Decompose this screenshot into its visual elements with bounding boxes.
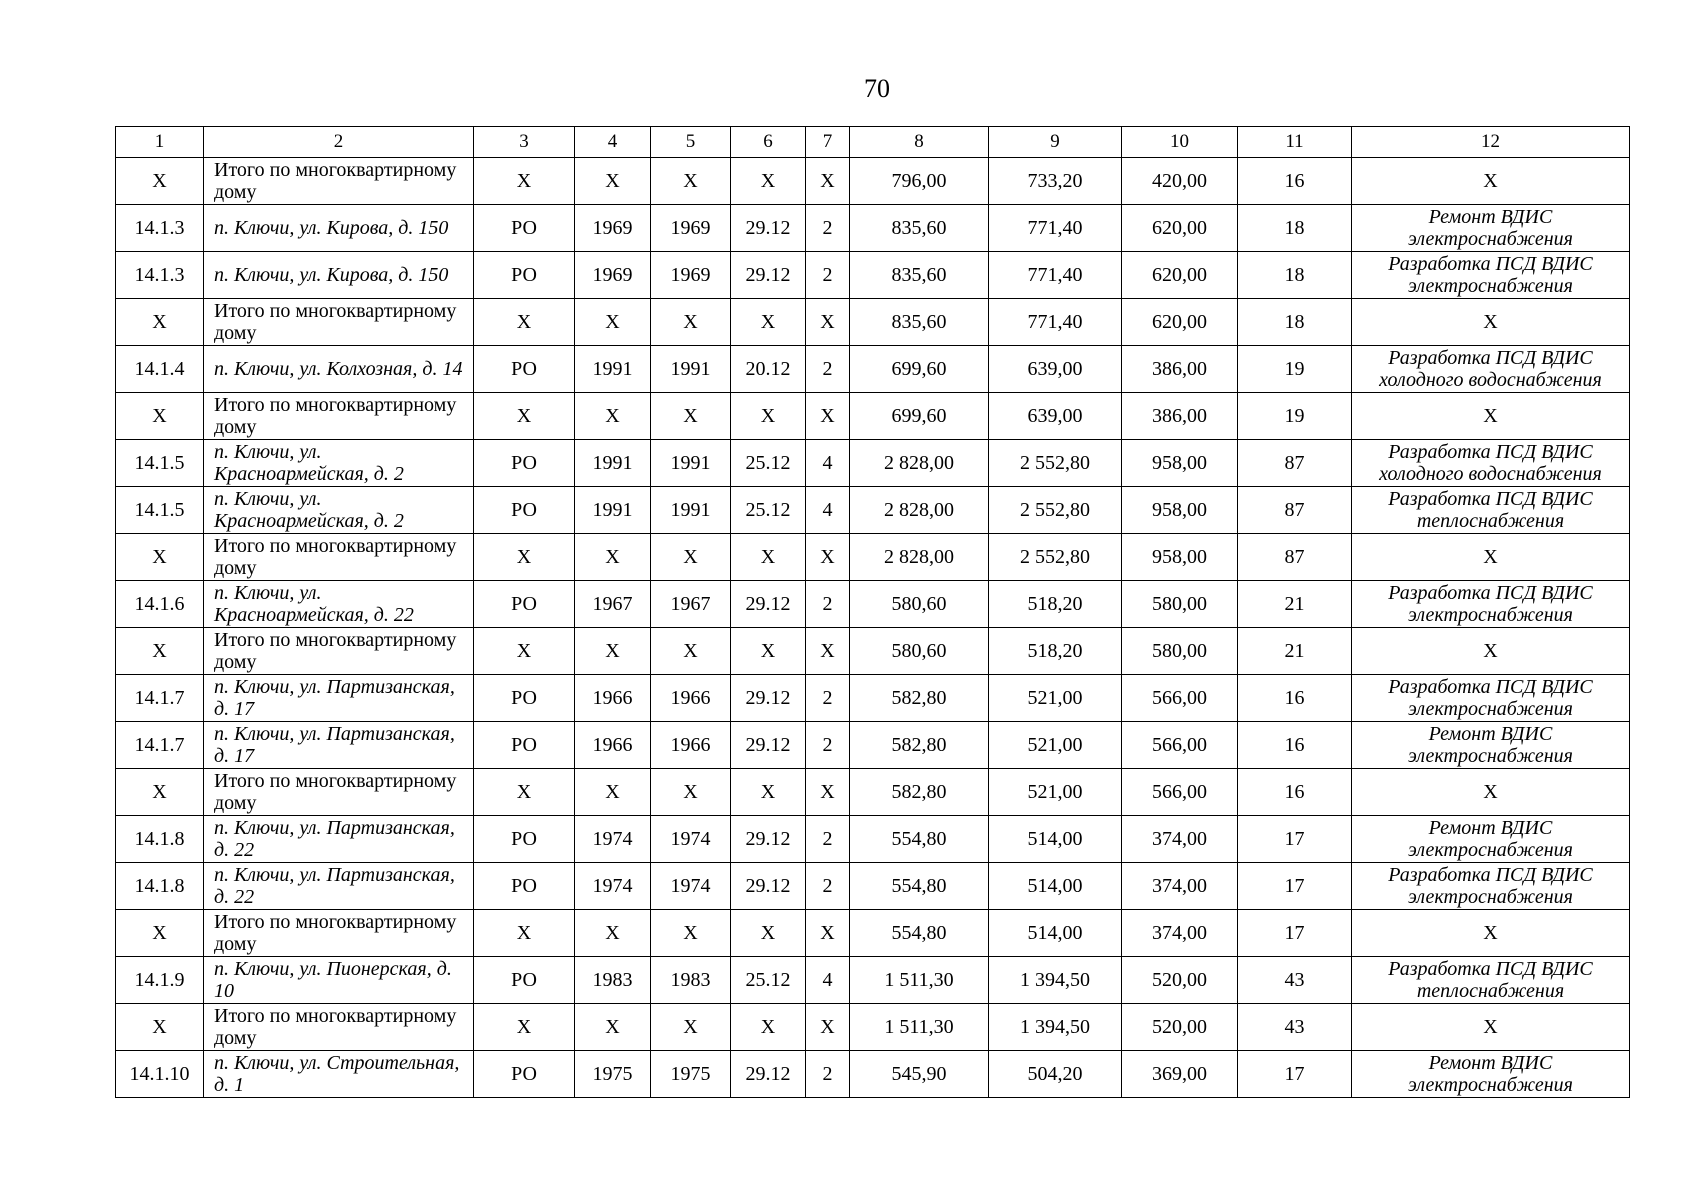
table-row	[116, 816, 1630, 863]
cell-col-8: 582,80	[850, 675, 989, 722]
cell-col-12: Разработка ПСД ВДИС холодного водоснабжения	[1352, 346, 1630, 393]
cell-col-4: 1969	[575, 252, 651, 299]
cell-col-7: Х	[806, 910, 850, 957]
cell-col-6: Х	[731, 910, 806, 957]
cell-col-10: 566,00	[1122, 722, 1238, 769]
cell-col-7: Х	[806, 769, 850, 816]
cell-col-6: Х	[731, 769, 806, 816]
cell-col-9: 771,40	[989, 205, 1122, 252]
cell-col-8: 1 511,30	[850, 957, 989, 1004]
cell-col-9: 518,20	[989, 581, 1122, 628]
cell-col-8: 580,60	[850, 628, 989, 675]
cell-col-6: 29.12	[731, 252, 806, 299]
cell-col-2: Итого по многоквартирному дому	[204, 534, 474, 581]
table-row	[116, 675, 1630, 722]
cell-col-11: 17	[1238, 910, 1352, 957]
cell-col-8: 554,80	[850, 910, 989, 957]
cell-col-3: Х	[474, 158, 575, 205]
cell-col-5: 1975	[651, 1051, 731, 1098]
cell-col-2: п. Ключи, ул. Кирова, д. 150	[204, 252, 474, 299]
cell-col-11: 18	[1238, 205, 1352, 252]
cell-col-2: п. Ключи, ул. Пионерская, д. 10	[204, 957, 474, 1004]
cell-col-12: Х	[1352, 628, 1630, 675]
cell-col-8: 1 511,30	[850, 1004, 989, 1051]
cell-col-4: 1991	[575, 487, 651, 534]
cell-col-12: Х	[1352, 1004, 1630, 1051]
cell-col-1: 14.1.4	[116, 346, 204, 393]
total-row	[116, 1004, 1630, 1051]
cell-col-12: Ремонт ВДИС электроснабжения	[1352, 722, 1630, 769]
cell-col-1: 14.1.10	[116, 1051, 204, 1098]
cell-col-11: 19	[1238, 393, 1352, 440]
cell-col-7: 4	[806, 487, 850, 534]
cell-col-6: Х	[731, 299, 806, 346]
cell-col-3: РО	[474, 1051, 575, 1098]
table-row	[116, 722, 1630, 769]
column-number-row	[116, 127, 1630, 158]
cell-col-9: 771,40	[989, 299, 1122, 346]
cell-col-4: 1974	[575, 816, 651, 863]
total-row	[116, 299, 1630, 346]
cell-col-3: РО	[474, 863, 575, 910]
cell-col-9: 1 394,50	[989, 1004, 1122, 1051]
cell-col-5: 1991	[651, 346, 731, 393]
cell-col-3: Х	[474, 910, 575, 957]
cell-col-2: п. Ключи, ул. Красноармейская, д. 2	[204, 440, 474, 487]
cell-col-10: 620,00	[1122, 299, 1238, 346]
cell-col-1: 14.1.3	[116, 205, 204, 252]
cell-col-10: 620,00	[1122, 205, 1238, 252]
cell-col-2: Итого по многоквартирному дому	[204, 299, 474, 346]
column-header-1: 1	[116, 127, 204, 158]
cell-col-11: 16	[1238, 675, 1352, 722]
cell-col-7: 2	[806, 205, 850, 252]
column-header-10: 10	[1122, 127, 1238, 158]
cell-col-3: Х	[474, 1004, 575, 1051]
cell-col-3: РО	[474, 957, 575, 1004]
cell-col-1: Х	[116, 628, 204, 675]
column-header-3: 3	[474, 127, 575, 158]
cell-col-2: п. Ключи, ул. Партизанская, д. 17	[204, 675, 474, 722]
column-header-7: 7	[806, 127, 850, 158]
cell-col-2: п. Ключи, ул. Красноармейская, д. 22	[204, 581, 474, 628]
cell-col-6: 25.12	[731, 440, 806, 487]
cell-col-8: 2 828,00	[850, 440, 989, 487]
cell-col-6: 20.12	[731, 346, 806, 393]
cell-col-8: 582,80	[850, 769, 989, 816]
cell-col-9: 514,00	[989, 910, 1122, 957]
cell-col-10: 374,00	[1122, 910, 1238, 957]
cell-col-5: 1966	[651, 722, 731, 769]
cell-col-1: 14.1.8	[116, 816, 204, 863]
cell-col-4: Х	[575, 393, 651, 440]
cell-col-7: Х	[806, 534, 850, 581]
cell-col-9: 518,20	[989, 628, 1122, 675]
cell-col-3: Х	[474, 769, 575, 816]
total-row	[116, 393, 1630, 440]
cell-col-2: Итого по многоквартирному дому	[204, 393, 474, 440]
cell-col-12: Х	[1352, 910, 1630, 957]
cell-col-3: РО	[474, 487, 575, 534]
cell-col-2: Итого по многоквартирному дому	[204, 1004, 474, 1051]
cell-col-4: Х	[575, 628, 651, 675]
cell-col-4: Х	[575, 534, 651, 581]
cell-col-10: 520,00	[1122, 957, 1238, 1004]
cell-col-9: 733,20	[989, 158, 1122, 205]
cell-col-12: Х	[1352, 299, 1630, 346]
cell-col-12: Ремонт ВДИС электроснабжения	[1352, 816, 1630, 863]
cell-col-3: РО	[474, 722, 575, 769]
cell-col-10: 566,00	[1122, 675, 1238, 722]
cell-col-8: 554,80	[850, 863, 989, 910]
cell-col-1: Х	[116, 1004, 204, 1051]
cell-col-8: 699,60	[850, 393, 989, 440]
table-row	[116, 487, 1630, 534]
cell-col-4: Х	[575, 1004, 651, 1051]
cell-col-10: 386,00	[1122, 346, 1238, 393]
cell-col-12: Х	[1352, 158, 1630, 205]
cell-col-11: 87	[1238, 534, 1352, 581]
cell-col-7: 4	[806, 957, 850, 1004]
cell-col-4: 1991	[575, 440, 651, 487]
cell-col-6: 29.12	[731, 816, 806, 863]
cell-col-9: 521,00	[989, 722, 1122, 769]
cell-col-8: 835,60	[850, 299, 989, 346]
cell-col-7: 2	[806, 252, 850, 299]
cell-col-1: 14.1.6	[116, 581, 204, 628]
cell-col-5: Х	[651, 393, 731, 440]
cell-col-9: 514,00	[989, 863, 1122, 910]
cell-col-9: 514,00	[989, 816, 1122, 863]
cell-col-7: 2	[806, 581, 850, 628]
cell-col-5: 1969	[651, 252, 731, 299]
cell-col-6: 29.12	[731, 581, 806, 628]
cell-col-4: 1975	[575, 1051, 651, 1098]
cell-col-4: Х	[575, 910, 651, 957]
cell-col-11: 18	[1238, 252, 1352, 299]
cell-col-5: 1974	[651, 816, 731, 863]
cell-col-6: 29.12	[731, 863, 806, 910]
cell-col-5: 1991	[651, 487, 731, 534]
cell-col-11: 16	[1238, 158, 1352, 205]
cell-col-11: 21	[1238, 581, 1352, 628]
cell-col-2: п. Ключи, ул. Кирова, д. 150	[204, 205, 474, 252]
cell-col-3: РО	[474, 816, 575, 863]
cell-col-1: Х	[116, 299, 204, 346]
cell-col-7: Х	[806, 1004, 850, 1051]
cell-col-8: 582,80	[850, 722, 989, 769]
cell-col-10: 958,00	[1122, 534, 1238, 581]
table-row	[116, 440, 1630, 487]
cell-col-7: 4	[806, 440, 850, 487]
cell-col-3: РО	[474, 581, 575, 628]
cell-col-1: 14.1.8	[116, 863, 204, 910]
cell-col-4: Х	[575, 769, 651, 816]
cell-col-5: 1991	[651, 440, 731, 487]
cell-col-1: 14.1.9	[116, 957, 204, 1004]
cell-col-1: Х	[116, 393, 204, 440]
cell-col-6: Х	[731, 393, 806, 440]
cell-col-6: Х	[731, 158, 806, 205]
cell-col-8: 796,00	[850, 158, 989, 205]
total-row	[116, 158, 1630, 205]
cell-col-7: 2	[806, 675, 850, 722]
cell-col-3: Х	[474, 393, 575, 440]
cell-col-1: Х	[116, 534, 204, 581]
cell-col-9: 2 552,80	[989, 534, 1122, 581]
cell-col-4: 1974	[575, 863, 651, 910]
cell-col-2: п. Ключи, ул. Колхозная, д. 14	[204, 346, 474, 393]
column-header-4: 4	[575, 127, 651, 158]
table-row	[116, 863, 1630, 910]
column-header-8: 8	[850, 127, 989, 158]
cell-col-5: 1967	[651, 581, 731, 628]
cell-col-3: РО	[474, 346, 575, 393]
cell-col-5: 1974	[651, 863, 731, 910]
cell-col-4: Х	[575, 158, 651, 205]
cell-col-11: 21	[1238, 628, 1352, 675]
table-row	[116, 346, 1630, 393]
cell-col-6: 25.12	[731, 957, 806, 1004]
cell-col-4: 1966	[575, 675, 651, 722]
table-row	[116, 252, 1630, 299]
cell-col-10: 420,00	[1122, 158, 1238, 205]
cell-col-4: 1969	[575, 205, 651, 252]
cell-col-2: п. Ключи, ул. Партизанская, д. 22	[204, 863, 474, 910]
cell-col-1: 14.1.3	[116, 252, 204, 299]
cell-col-11: 87	[1238, 440, 1352, 487]
cell-col-3: Х	[474, 628, 575, 675]
cell-col-9: 771,40	[989, 252, 1122, 299]
column-header-11: 11	[1238, 127, 1352, 158]
cell-col-6: Х	[731, 534, 806, 581]
cell-col-4: 1983	[575, 957, 651, 1004]
cell-col-3: РО	[474, 440, 575, 487]
cell-col-5: Х	[651, 299, 731, 346]
table-body	[116, 158, 1630, 1098]
cell-col-5: Х	[651, 1004, 731, 1051]
cell-col-5: Х	[651, 910, 731, 957]
cell-col-10: 520,00	[1122, 1004, 1238, 1051]
cell-col-7: Х	[806, 628, 850, 675]
cell-col-7: 2	[806, 722, 850, 769]
cell-col-9: 521,00	[989, 675, 1122, 722]
cell-col-3: Х	[474, 299, 575, 346]
cell-col-8: 580,60	[850, 581, 989, 628]
cell-col-9: 639,00	[989, 393, 1122, 440]
cell-col-9: 2 552,80	[989, 440, 1122, 487]
cell-col-10: 580,00	[1122, 581, 1238, 628]
cell-col-5: Х	[651, 769, 731, 816]
cell-col-8: 699,60	[850, 346, 989, 393]
cell-col-9: 2 552,80	[989, 487, 1122, 534]
table-row	[116, 1051, 1630, 1098]
cell-col-10: 386,00	[1122, 393, 1238, 440]
cell-col-9: 504,20	[989, 1051, 1122, 1098]
cell-col-7: 2	[806, 863, 850, 910]
table-row	[116, 957, 1630, 1004]
cell-col-10: 374,00	[1122, 816, 1238, 863]
cell-col-3: РО	[474, 252, 575, 299]
cell-col-5: 1969	[651, 205, 731, 252]
cell-col-7: 2	[806, 346, 850, 393]
cell-col-1: 14.1.7	[116, 722, 204, 769]
cell-col-1: 14.1.5	[116, 487, 204, 534]
column-header-5: 5	[651, 127, 731, 158]
cell-col-6: 29.12	[731, 675, 806, 722]
cell-col-12: Ремонт ВДИС электроснабжения	[1352, 1051, 1630, 1098]
cell-col-11: 87	[1238, 487, 1352, 534]
total-row	[116, 628, 1630, 675]
repair-program-table	[115, 126, 1630, 1098]
cell-col-6: Х	[731, 628, 806, 675]
cell-col-12: Х	[1352, 769, 1630, 816]
cell-col-10: 374,00	[1122, 863, 1238, 910]
cell-col-9: 1 394,50	[989, 957, 1122, 1004]
cell-col-2: Итого по многоквартирному дому	[204, 628, 474, 675]
cell-col-8: 835,60	[850, 252, 989, 299]
cell-col-8: 2 828,00	[850, 534, 989, 581]
cell-col-8: 2 828,00	[850, 487, 989, 534]
cell-col-8: 835,60	[850, 205, 989, 252]
cell-col-12: Разработка ПСД ВДИС электроснабжения	[1352, 675, 1630, 722]
cell-col-3: Х	[474, 534, 575, 581]
cell-col-12: Разработка ПСД ВДИС теплоснабжения	[1352, 487, 1630, 534]
cell-col-6: 29.12	[731, 1051, 806, 1098]
cell-col-6: Х	[731, 1004, 806, 1051]
cell-col-11: 16	[1238, 722, 1352, 769]
cell-col-2: п. Ключи, ул. Красноармейская, д. 2	[204, 487, 474, 534]
cell-col-10: 620,00	[1122, 252, 1238, 299]
cell-col-12: Разработка ПСД ВДИС электроснабжения	[1352, 252, 1630, 299]
cell-col-2: Итого по многоквартирному дому	[204, 158, 474, 205]
cell-col-10: 566,00	[1122, 769, 1238, 816]
column-header-6: 6	[731, 127, 806, 158]
table-row	[116, 581, 1630, 628]
page-number: 70	[864, 74, 890, 103]
cell-col-6: 29.12	[731, 205, 806, 252]
total-row	[116, 769, 1630, 816]
cell-col-10: 580,00	[1122, 628, 1238, 675]
cell-col-1: Х	[116, 158, 204, 205]
cell-col-5: 1966	[651, 675, 731, 722]
cell-col-10: 958,00	[1122, 440, 1238, 487]
cell-col-11: 17	[1238, 816, 1352, 863]
cell-col-9: 521,00	[989, 769, 1122, 816]
column-header-2: 2	[204, 127, 474, 158]
cell-col-12: Разработка ПСД ВДИС холодного водоснабжения	[1352, 440, 1630, 487]
cell-col-4: 1991	[575, 346, 651, 393]
cell-col-7: Х	[806, 158, 850, 205]
cell-col-11: 18	[1238, 299, 1352, 346]
cell-col-12: Разработка ПСД ВДИС теплоснабжения	[1352, 957, 1630, 1004]
cell-col-12: Х	[1352, 393, 1630, 440]
cell-col-12: Разработка ПСД ВДИС электроснабжения	[1352, 581, 1630, 628]
cell-col-5: Х	[651, 628, 731, 675]
total-row	[116, 534, 1630, 581]
cell-col-7: 2	[806, 816, 850, 863]
cell-col-2: п. Ключи, ул. Строительная, д. 1	[204, 1051, 474, 1098]
cell-col-3: РО	[474, 205, 575, 252]
cell-col-6: 25.12	[731, 487, 806, 534]
cell-col-11: 43	[1238, 1004, 1352, 1051]
cell-col-7: Х	[806, 299, 850, 346]
cell-col-11: 17	[1238, 863, 1352, 910]
cell-col-12: Ремонт ВДИС электроснабжения	[1352, 205, 1630, 252]
cell-col-10: 958,00	[1122, 487, 1238, 534]
cell-col-2: п. Ключи, ул. Партизанская, д. 22	[204, 816, 474, 863]
cell-col-2: Итого по многоквартирному дому	[204, 910, 474, 957]
cell-col-8: 545,90	[850, 1051, 989, 1098]
cell-col-6: 29.12	[731, 722, 806, 769]
cell-col-1: 14.1.5	[116, 440, 204, 487]
cell-col-8: 554,80	[850, 816, 989, 863]
cell-col-4: 1967	[575, 581, 651, 628]
cell-col-12: Х	[1352, 534, 1630, 581]
cell-col-2: п. Ключи, ул. Партизанская, д. 17	[204, 722, 474, 769]
column-header-9: 9	[989, 127, 1122, 158]
cell-col-11: 17	[1238, 1051, 1352, 1098]
cell-col-10: 369,00	[1122, 1051, 1238, 1098]
cell-col-7: 2	[806, 1051, 850, 1098]
cell-col-12: Разработка ПСД ВДИС электроснабжения	[1352, 863, 1630, 910]
cell-col-4: 1966	[575, 722, 651, 769]
cell-col-1: Х	[116, 910, 204, 957]
cell-col-4: Х	[575, 299, 651, 346]
cell-col-1: 14.1.7	[116, 675, 204, 722]
cell-col-3: РО	[474, 675, 575, 722]
cell-col-1: Х	[116, 769, 204, 816]
cell-col-5: Х	[651, 158, 731, 205]
cell-col-5: 1983	[651, 957, 731, 1004]
cell-col-11: 43	[1238, 957, 1352, 1004]
cell-col-7: Х	[806, 393, 850, 440]
column-header-12: 12	[1352, 127, 1630, 158]
cell-col-5: Х	[651, 534, 731, 581]
total-row	[116, 910, 1630, 957]
cell-col-2: Итого по многоквартирному дому	[204, 769, 474, 816]
cell-col-9: 639,00	[989, 346, 1122, 393]
cell-col-11: 16	[1238, 769, 1352, 816]
cell-col-11: 19	[1238, 346, 1352, 393]
table-row	[116, 205, 1630, 252]
